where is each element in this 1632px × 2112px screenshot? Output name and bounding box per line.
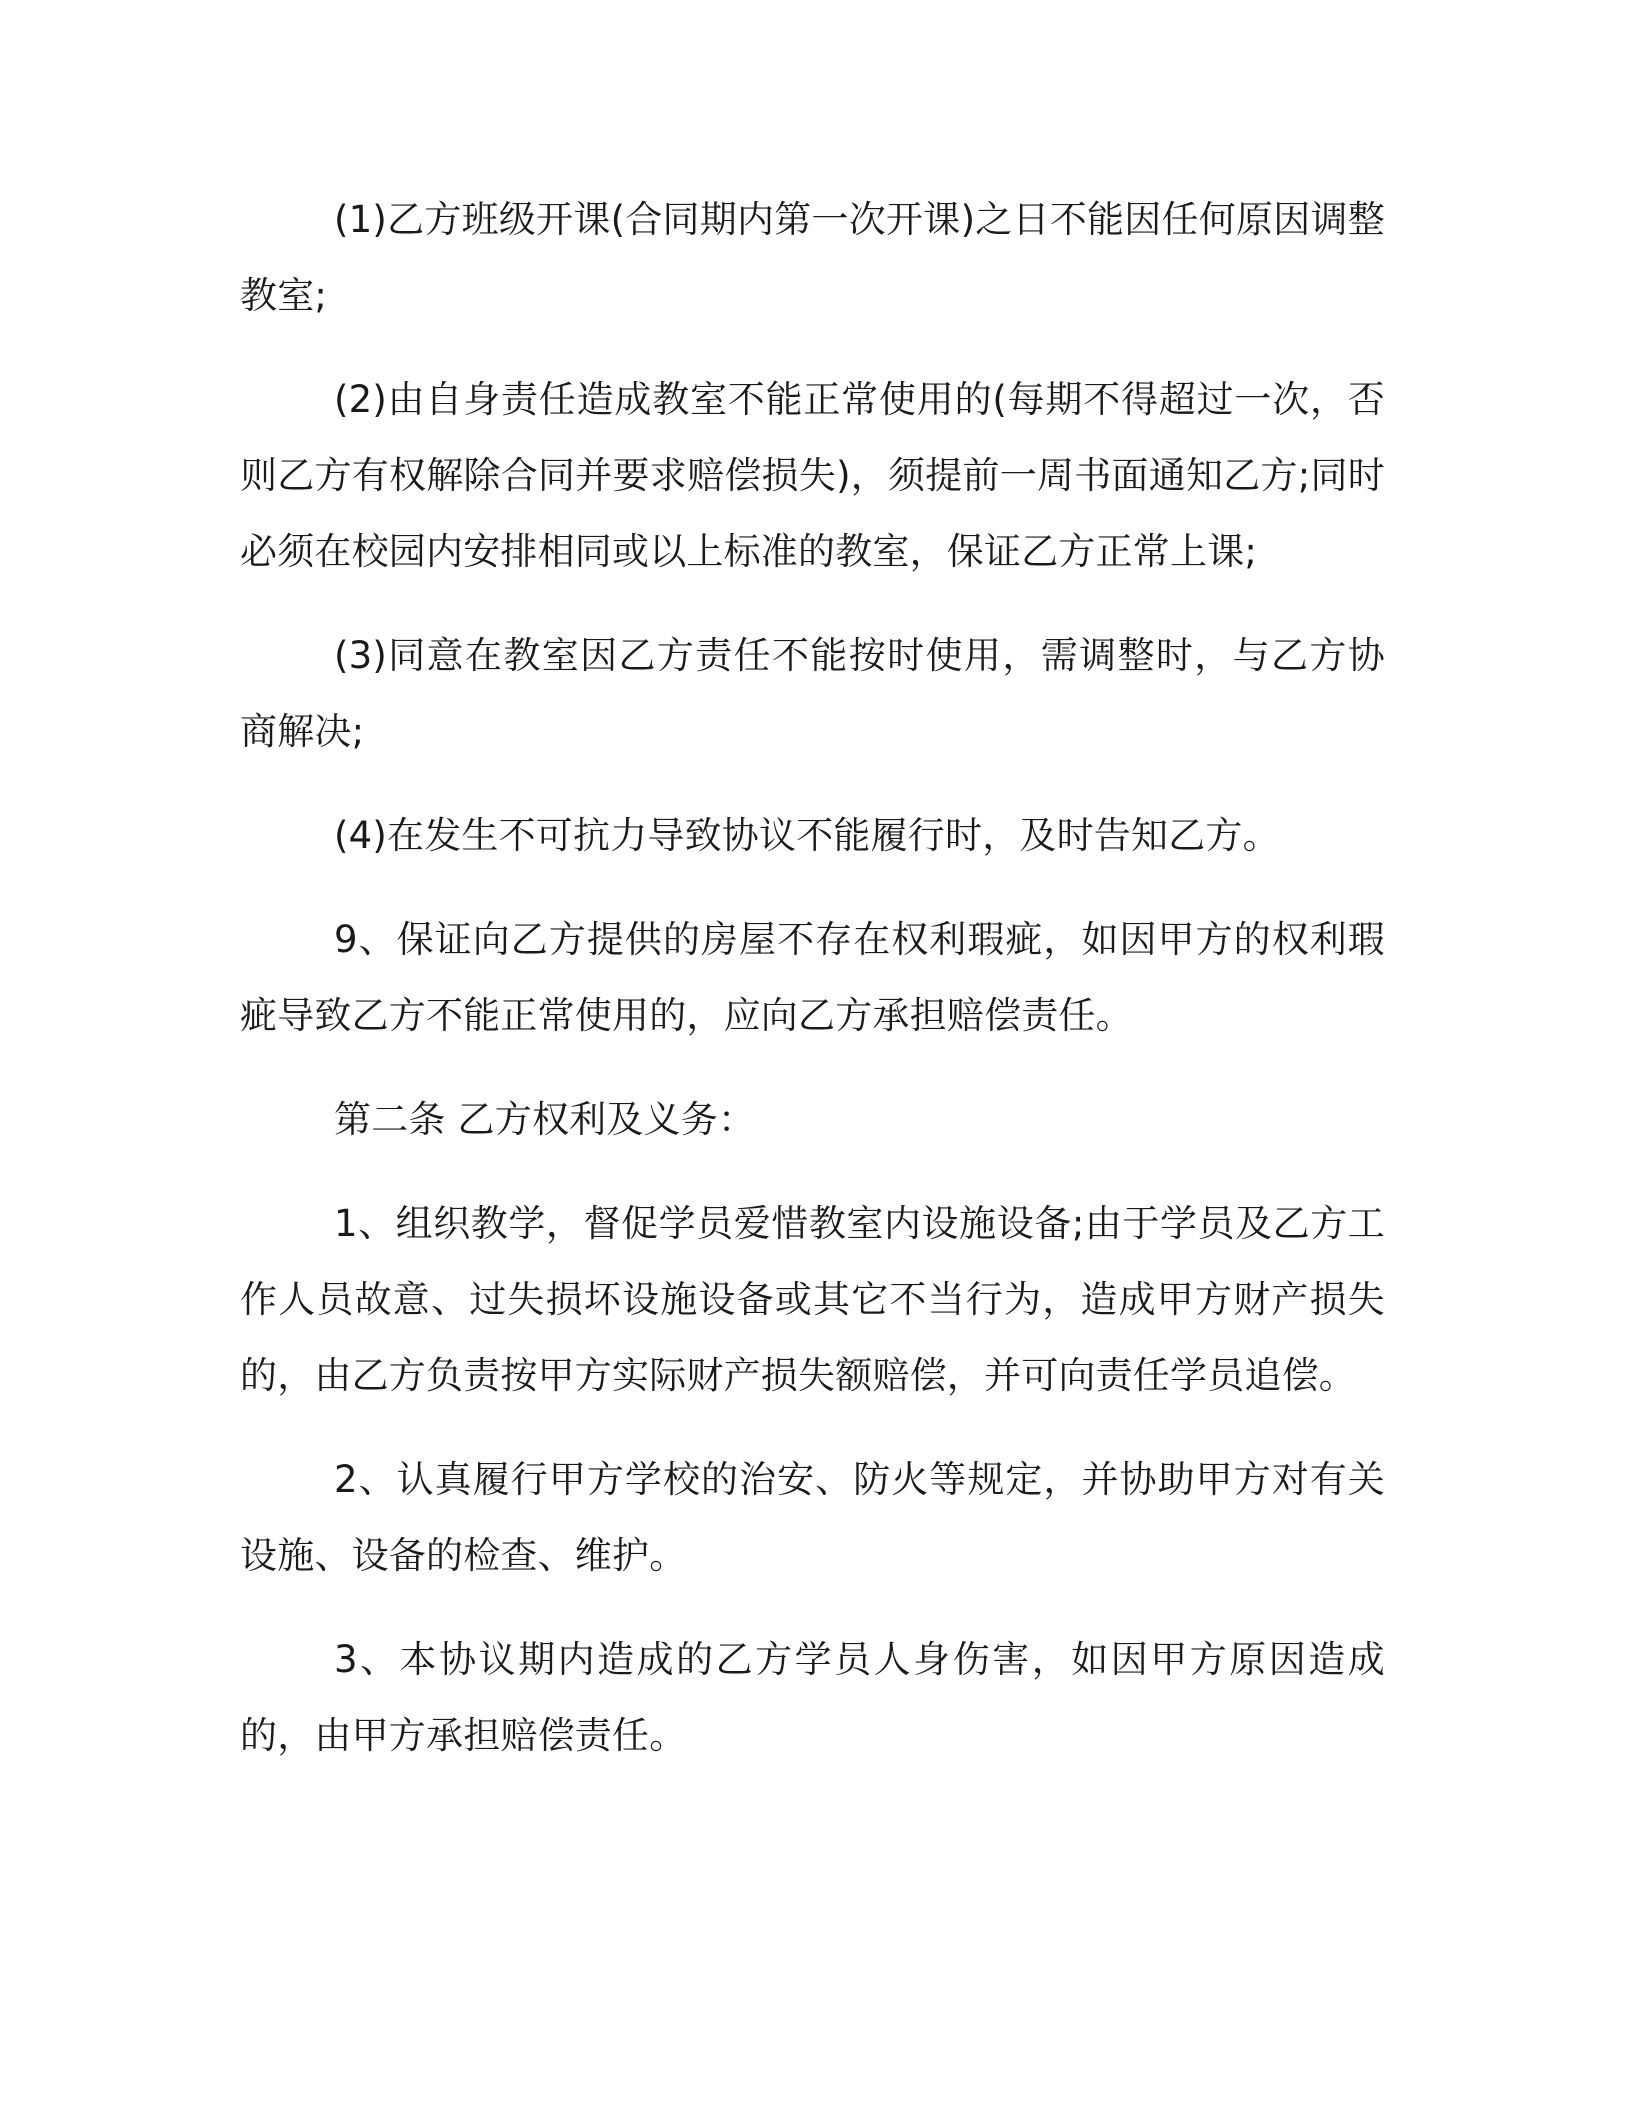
clause-teaching: 1、组织教学，督促学员爱惜教室内设施设备;由于学员及乙方工作人员故意、过失损坏设施设备或其它不当行为，造成甲方财产损失的，由乙方负责按甲方实际财产损失额赔偿，并可向责任学员追偿。 (240, 1202, 1385, 1397)
clause-force-majeure: (4)在发生不可抗力导致协议不能履行时，及时告知乙方。 (334, 814, 1280, 857)
clause-title-defect: 9、保证向乙方提供的房屋不存在权利瑕疵，如因甲方的权利瑕疵导致乙方不能正常使用的，应向乙方承担赔偿责任。 (240, 918, 1385, 1037)
article-two-heading: 第二条 乙方权利及义务： (334, 1098, 756, 1141)
clause-class-start: (1)乙方班级开课(合同期内第一次开课)之日不能因任何原因调整教室; (240, 198, 1385, 317)
clause-own-fault: (2)由自身责任造成教室不能正常使用的(每期不得超过一次，否则乙方有权解除合同并要求赔偿损失)，须提前一周书面通知乙方;同时必须在校园内安排相同或以上标准的教室，保证乙方正常上课; (240, 378, 1385, 573)
clause-injury: 3、本协议期内造成的乙方学员人身伤害，如因甲方原因造成的，由甲方承担赔偿责任。 (240, 1638, 1385, 1757)
clause-consult: (3)同意在教室因乙方责任不能按时使用，需调整时，与乙方协商解决; (240, 634, 1385, 753)
clause-security: 2、认真履行甲方学校的治安、防火等规定，并协助甲方对有关设施、设备的检查、维护。 (240, 1458, 1385, 1577)
document-page (240, 182, 1385, 1774)
